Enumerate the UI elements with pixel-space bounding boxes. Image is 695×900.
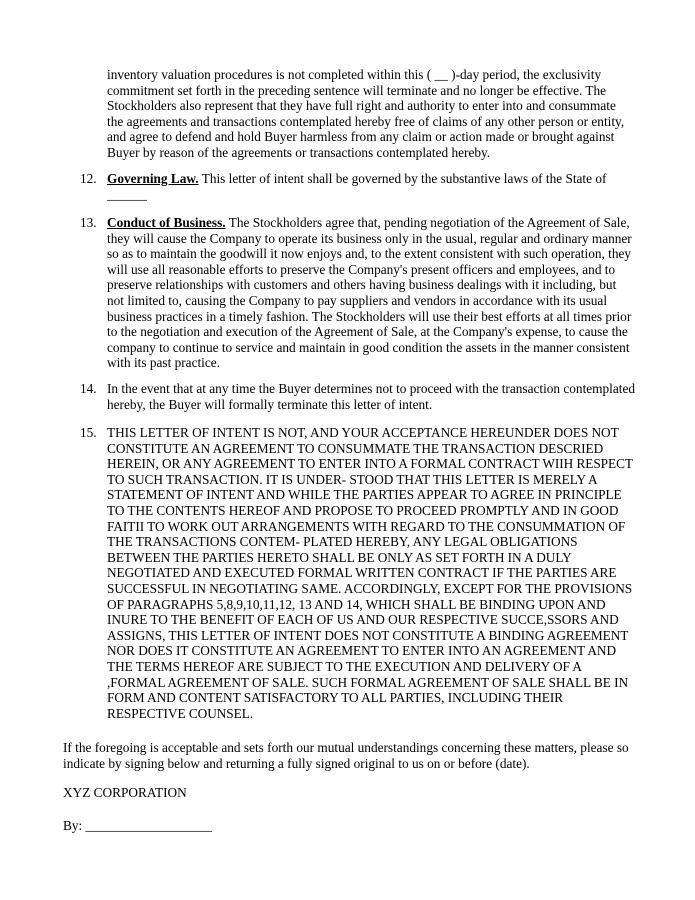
section-body [107, 171, 636, 202]
section-15 [80, 425, 636, 721]
section-title: Governing Law. [107, 171, 199, 186]
section-text: THIS LETTER OF INTENT IS NOT, AND YOUR ACCEPTANCE HEREUNDER DOES NOT CONSTITUTE AN AGREEMENT TO CONSUMMATE THE TRANSACTION DESCRIED HEREIN, OR ANY AGREEMENT TO ENTER INTO A FORMAL CONTRACT WIIH RESPECT TO SUCH TRANSACTION. IT IS UNDER- STOOD THAT THIS LETTER IS MERELY A STATEMENT OF INTENT AND WHILE THE PARTIES APPEAR TO AGREE IN PRINCIPLE TO THE CONTENTS HEREOF AND PROPOSE TO PROCEED PROMPTLY AND IN GOOD FAITII TO WORK OUT ARRANGEMENTS WITH REGARD TO THE CONSUMMATION OF THE TRANSACTIONS CONTEM- PLATED HEREBY, ANY LEGAL OBLIGATIONS BETWEEN THE PARTIES HERETO SHALL BE ONLY AS SET FORTH IN A DULY NEGOTIATED AND EXECUTED FORMAL WRITTEN CONTRACT IF THE PARTIES ARE SUCCESSFUL IN NEGOTIATING SAME. ACCORDINGLY, EXCEPT FOR THE PROVISIONS OF PARAGRAPHS 5,8,9,10,11,12, 13 AND 14, WHICH SHALL BE BINDING UPON AND INURE TO THE BENEFIT OF EACH OF US AND OUR RESPECTIVE SUCCE,SSORS AND ASSIGNS, THIS LETTER OF INTENT DOES NOT CONSTITUTE A BINDING AGREEMENT NOR DOES IT CONSTITUTE AN AGREEMENT TO ENTER INTO AN AGREEMENT AND THE TERMS HEREOF ARE SUBJECT TO THE EXECUTION AND DELIVERY OF A ,FORMAL AGREEMENT OF SALE. SUCH FORMAL AGREEMENT OF SALE SHALL BE IN FORM AND CONTENT SATISFACTORY TO ALL PARTIES, INCLUDING THEIR RESPECTIVE COUNSEL. [107, 425, 633, 721]
section-number: 15. [80, 425, 97, 440]
section-13 [80, 215, 636, 371]
continuation-paragraph: inventory valuation procedures is not completed within this ( __ )-day period, the exclusivity commitment set forth in the preceding sentence will terminate and no longer be effective. The Stockholders also represent that they have full right and authority to enter into and consummate the agreements and transactions contemplated hereby free of claims of any other person or entity, and agree to defend and hold Buyer harmless from any claim or action made or brought against Buyer by reason of the agreements or transactions contemplated hereby. [107, 67, 625, 160]
section-body [107, 215, 636, 371]
section-14 [80, 381, 636, 412]
closing-paragraph: If the foregoing is acceptable and sets forth our mutual understandings concerning these matters, please so indicate by signing below and returning a fully signed original to us on or before (date). [63, 740, 629, 771]
signature-line: By: ___________________ [63, 818, 212, 833]
company-name: XYZ CORPORATION [63, 785, 187, 800]
section-number: 12. [80, 171, 97, 186]
section-12 [80, 171, 636, 202]
section-number: 13. [80, 215, 97, 230]
section-text: In the event that at any time the Buyer determines not to proceed with the transaction contemplated hereby, the Buyer will formally terminate this letter of intent. [107, 381, 636, 412]
section-text: The Stockholders agree that, pending negotiation of the Agreement of Sale, they will cause the Company to operate its business only in the usual, regular and ordinary manner so as to maintain the goodwill it now enjoys and, to the extent consistent with such operation, they will use all reasonable efforts to preserve the Company's present officers and employees, and to preserve relationships with customers and others having business dealings with it including, but not limited to, causing the Company to pay suppliers and vendors in accordance with its usual business practices in a timely fashion. The Stockholders will use their best efforts at all times prior to the negotiation and execution of the Agreement of Sale, at the Company's expense, to cause the company to continue to service and maintain in good condition the assets in the manner consistent with its past practice. [107, 215, 632, 371]
section-text: This letter of intent shall be governed by the substantive laws of the State of ______ [107, 171, 607, 202]
section-number: 14. [80, 381, 97, 396]
section-title: Conduct of Business. [107, 215, 226, 230]
